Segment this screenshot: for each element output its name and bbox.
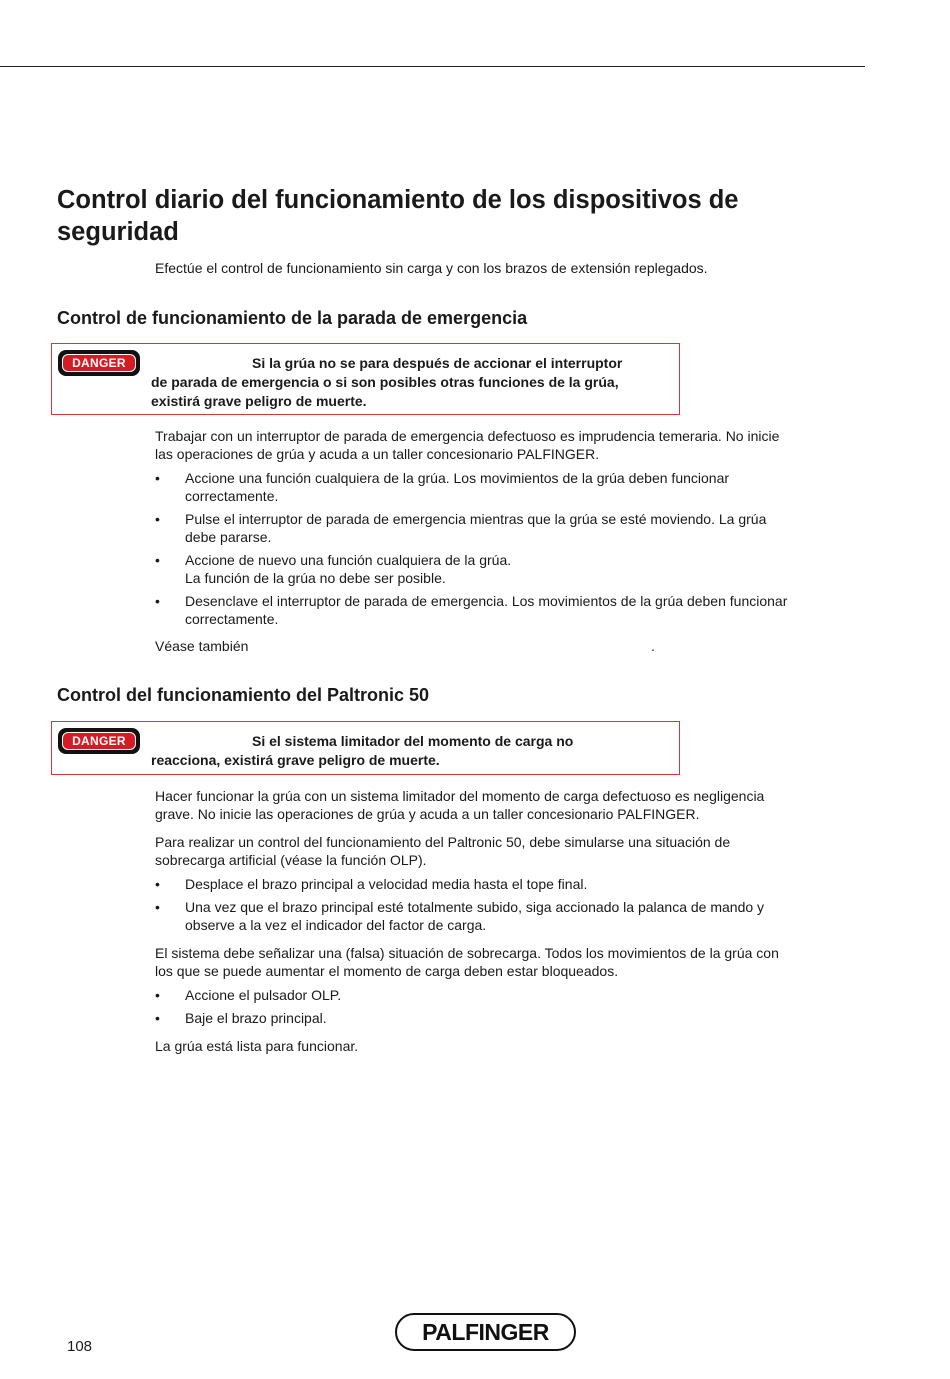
list-item-text: observe a la vez el indicador del factor de carga. <box>185 917 487 933</box>
danger-line: existirá grave peligro de muerte. <box>151 393 367 409</box>
paragraph <box>155 787 865 823</box>
list-item <box>155 469 865 505</box>
palfinger-logo: PALFINGER <box>395 1313 576 1351</box>
paragraph-line: Trabajar con un interruptor de parada de emergencia defectuoso es imprudencia temeraria. No inicie <box>155 428 780 444</box>
header-rule <box>0 66 865 67</box>
bullet-icon: • <box>155 511 160 527</box>
danger-badge <box>58 728 140 754</box>
section-heading-emergency-stop: Control de funcionamiento de la parada de emergencia <box>57 308 528 328</box>
paragraph <box>155 833 865 869</box>
list-item <box>155 986 865 1004</box>
list-item-text: Desenclave el interruptor de parada de emergencia. Los movimientos de la grúa deben funcionar <box>185 593 788 609</box>
list-item-text: Pulse el interruptor de parada de emergencia mientras que la grúa se esté moviendo. La grúa <box>185 511 767 527</box>
bullet-icon: • <box>155 1010 160 1026</box>
paragraph <box>155 944 865 980</box>
intro-text: Efectúe el control de funcionamiento sin carga y con los brazos de extensión replegados. <box>155 260 708 276</box>
list-item-text: Accione de nuevo una función cualquiera de la grúa. <box>185 552 512 568</box>
paragraph-line: Para realizar un control del funcionamiento del Paltronic 50, debe simularse una situación de <box>155 834 731 850</box>
paragraph-line: Hacer funcionar la grúa con un sistema limitador del momento de carga defectuoso es negligencia <box>155 788 765 804</box>
danger-message <box>151 732 676 770</box>
bullet-list-emergency-stop <box>155 469 865 628</box>
section-heading-paltronic: Control del funcionamiento del Paltronic 50 <box>57 685 430 705</box>
bullet-icon: • <box>155 552 160 568</box>
see-also-label: Véase también <box>155 638 249 654</box>
bullet-list-paltronic-a <box>155 875 865 934</box>
danger-badge-label: DANGER <box>62 732 136 750</box>
list-item <box>155 551 865 587</box>
danger-line: de parada de emergencia o si son posibles otras funciones de la grúa, <box>151 374 619 390</box>
list-item <box>155 898 865 934</box>
danger-line: Si la grúa no se para después de accionar el interruptor <box>252 355 623 371</box>
see-also-end: . <box>651 638 655 654</box>
danger-badge <box>58 350 140 376</box>
list-item <box>155 875 865 893</box>
danger-line: reacciona, existirá grave peligro de muerte. <box>151 752 440 768</box>
list-item-text: correctamente. <box>185 611 279 627</box>
paragraph-line: los que se puede aumentar el momento de carga deben estar bloqueados. <box>155 963 619 979</box>
danger-message <box>151 354 676 411</box>
list-item-text: Accione una función cualquiera de la grúa. Los movimientos de la grúa deben funcionar <box>185 470 730 486</box>
list-item <box>155 510 865 546</box>
danger-badge-label: DANGER <box>62 354 136 372</box>
list-item-text: Baje el brazo principal. <box>185 1010 327 1026</box>
page-title: Control diario del funcionamiento de los dispositivos de seguridad <box>57 186 739 246</box>
danger-warning-paltronic <box>51 721 680 775</box>
page-number: 108 <box>67 1338 93 1355</box>
bullet-icon: • <box>155 470 160 486</box>
bullet-list-paltronic-b <box>155 986 865 1027</box>
danger-line: Si el sistema limitador del momento de carga no <box>252 733 574 749</box>
list-item-text: correctamente. <box>185 488 279 504</box>
bullet-icon: • <box>155 593 160 609</box>
danger-warning-emergency-stop <box>51 343 680 415</box>
paragraph-line: las operaciones de grúa y acuda a un taller concesionario PALFINGER. <box>155 446 600 462</box>
list-item-text: Una vez que el brazo principal esté totalmente subido, siga accionado la palanca de mando y <box>185 899 765 915</box>
list-item <box>155 1009 865 1027</box>
paragraph-line: El sistema debe señalizar una (falsa) situación de sobrecarga. Todos los movimientos de la grúa con <box>155 945 779 961</box>
paragraph-line: sobrecarga artificial (véase la función OLP). <box>155 852 427 868</box>
list-item-text: Accione el pulsador OLP. <box>185 987 342 1003</box>
list-item-text: Desplace el brazo principal a velocidad media hasta el tope final. <box>185 876 588 892</box>
see-also <box>155 637 865 655</box>
list-item-text: La función de la grúa no debe ser posible. <box>185 570 446 586</box>
list-item <box>155 592 865 628</box>
bullet-icon: • <box>155 987 160 1003</box>
paragraph-line: grave. No inicie las operaciones de grúa y acuda a un taller concesionario PALFINGER. <box>155 806 700 822</box>
bullet-icon: • <box>155 876 160 892</box>
list-item-text: debe pararse. <box>185 529 272 545</box>
paragraph <box>155 427 865 463</box>
bullet-icon: • <box>155 899 160 915</box>
closing-text: La grúa está lista para funcionar. <box>155 1038 359 1054</box>
